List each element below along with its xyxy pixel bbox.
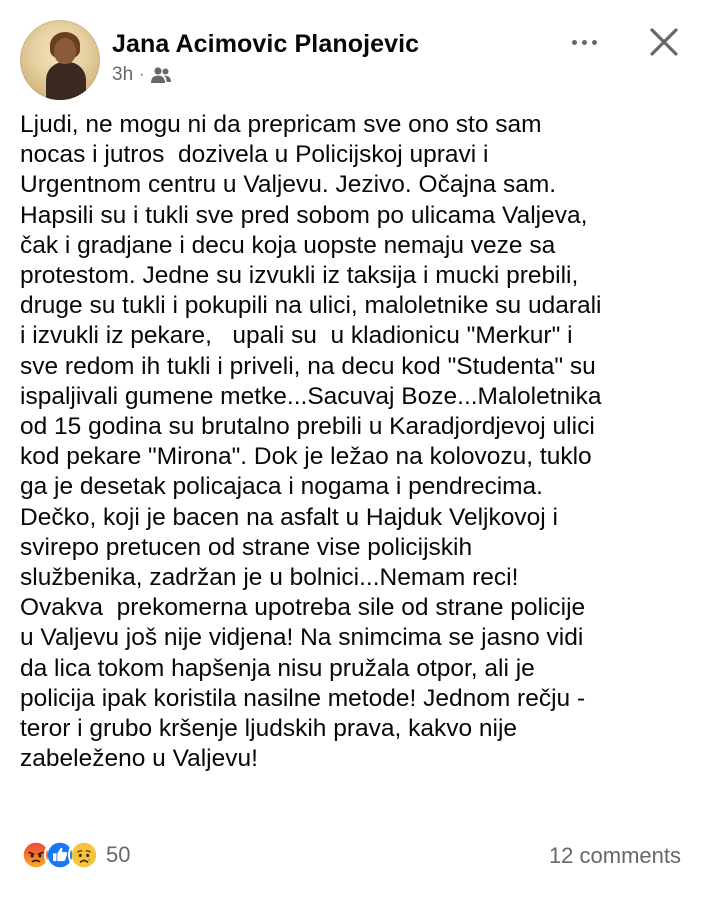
post-text-line: protestom. Jedne su izvukli iz taksija i mucki prebili, <box>20 262 579 290</box>
close-icon[interactable] <box>646 24 682 60</box>
post-text <box>20 110 692 774</box>
post-text-line: Ljudi, ne mogu ni da prepricam sve ono sto sam <box>20 111 542 138</box>
post-text-line: druge su tukli i pokupili na ulici, maloletnike su udarali <box>20 292 602 320</box>
post-text-line: Hapsili su i tukli sve pred sobom po ulicama Valjeva, <box>20 201 588 229</box>
post-text-line: Ovakva prekomerna upotreba sile od strane policije <box>20 594 586 622</box>
reactions-summary[interactable] <box>20 838 130 872</box>
post-text-line: teror i grubo kršenje ljudskih prava, kakvo nije <box>20 715 518 743</box>
post-text-line: sve redom ih tukli i priveli, na decu kod "Studenta" su <box>20 352 596 380</box>
dot-icon <box>582 40 587 45</box>
post-text-line: službenika, zadržan je u bolnici...Nemam reci! <box>20 564 519 592</box>
comments-count-link[interactable]: 12 comments <box>548 843 681 868</box>
post-text-line: zabeleženo u Valjevu! <box>20 745 258 773</box>
author-name[interactable]: Jana Acimovic Planojevic <box>112 30 420 58</box>
post-time[interactable]: 3h <box>112 64 134 85</box>
post-text-line: da lica tokom hapšenja nisu pružala otpor, ali je <box>20 654 535 682</box>
post-text-line: policija ipak koristila nasilne metode! Jednom rečju - <box>20 684 586 712</box>
post-text-line: čak i gradjane i decu koja uopste nemaju veze sa <box>20 231 556 259</box>
post-text-line: ispaljivali gumene metke...Sacuvaj Boze...Maloletnika <box>20 382 602 410</box>
post-meta <box>112 64 172 86</box>
post-header <box>0 0 705 100</box>
post-text-line: nocas i jutros dozivela u Policijskoj upravi i <box>20 141 489 169</box>
more-options-button[interactable] <box>564 30 604 54</box>
post-text-line: kod pekare "Mirona". Dok je ležao na kolovozu, tuklo <box>20 443 592 471</box>
post-text-line: i izvukli iz pekare, upali su u kladionicu "Merkur" i <box>20 322 573 350</box>
dot-icon <box>592 40 597 45</box>
meta-separator: · <box>139 66 145 83</box>
post-text-line: Dečko, koji je bacen na asfalt u Hajduk Veljkovoj i <box>20 503 558 531</box>
dot-icon <box>572 40 577 45</box>
author-avatar[interactable] <box>20 20 100 100</box>
post-text-line: ga je desetak policajaca i nogama i pendrecima. <box>20 473 543 501</box>
post-text-line: u Valjevu još nije vidjena! Na snimcima se jasno vidi <box>20 624 584 652</box>
sad-icon <box>68 839 100 871</box>
post-text-line: Urgentnom centru u Valjevu. Jezivo. Očajna sam. <box>20 171 557 199</box>
post-text-line: od 15 godina su brutalno prebili u Karadjordjevoj ulici <box>20 413 595 441</box>
friends-icon[interactable] <box>150 66 172 84</box>
reaction-count[interactable]: 50 <box>106 842 131 867</box>
post-text-line: svirepo pretucen od strane vise policijskih <box>20 533 473 561</box>
